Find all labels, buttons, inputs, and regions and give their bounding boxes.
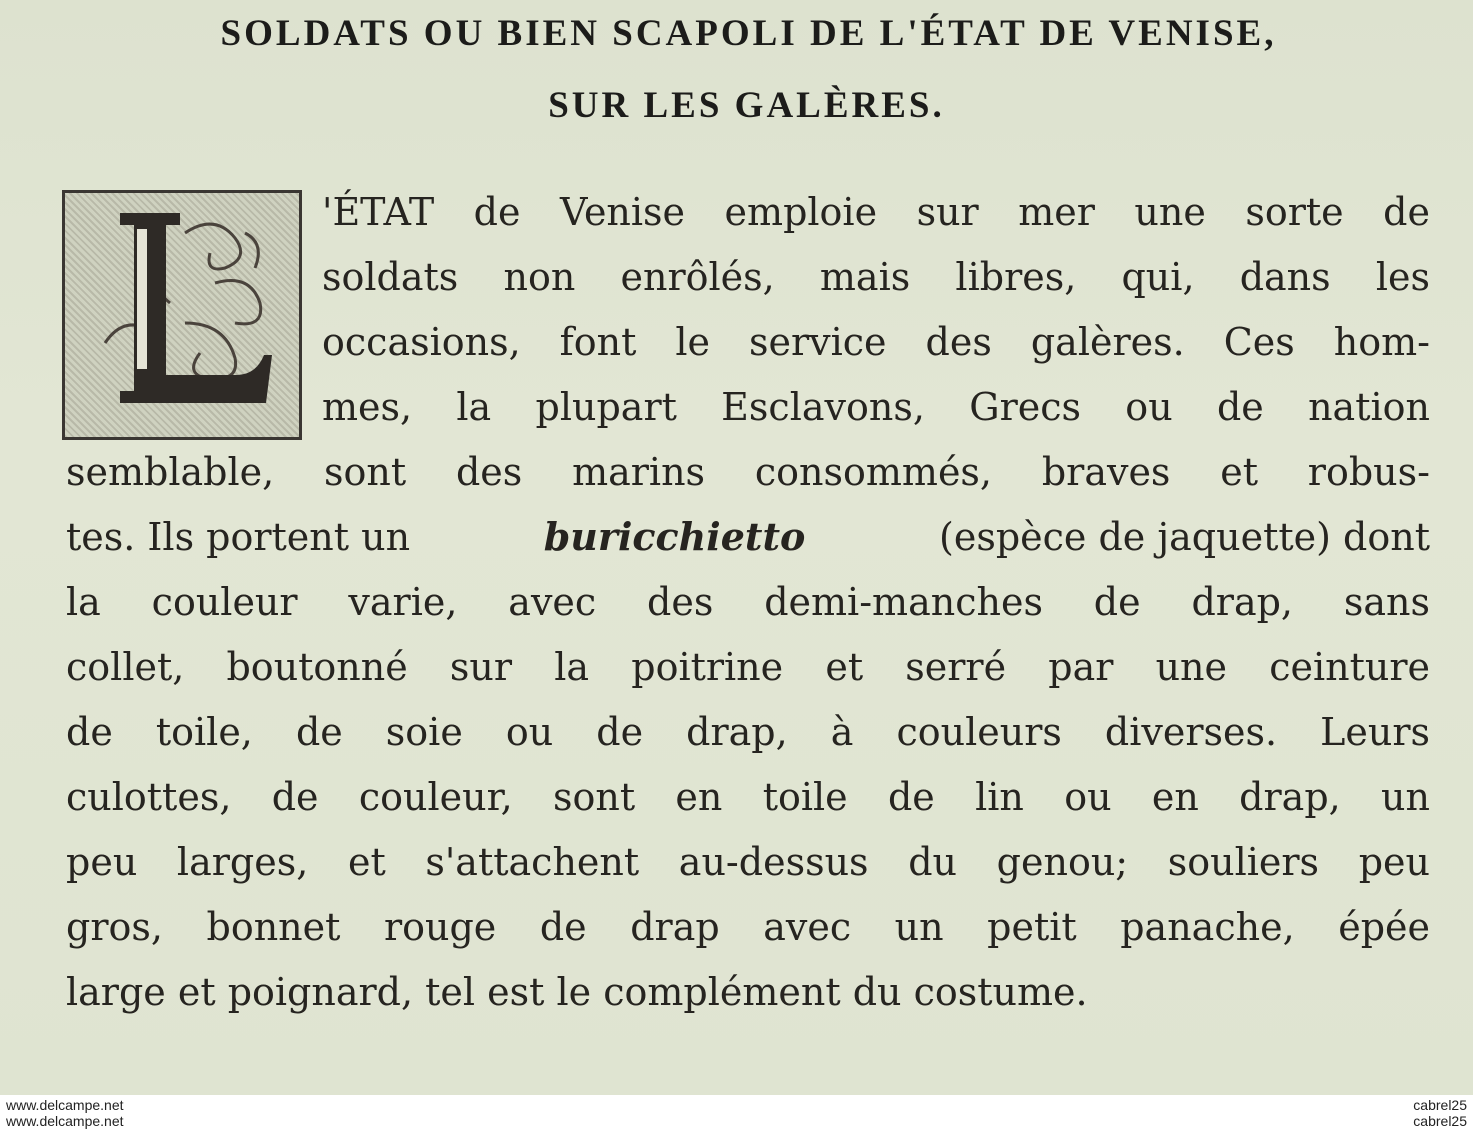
text-line-6-part-1: tes. Ils portent un [66, 515, 411, 559]
text-line-11: peu larges, et s'attachent au-dessus du genou; souliers peu [66, 840, 1430, 884]
page-title-line-2: SUR LES GALÈRES. [548, 85, 945, 126]
dropcap-letter: L [182, 223, 183, 224]
text-line-4: mes, la plupart Esclavons, Grecs ou de nation [322, 385, 1430, 429]
text-line-6 [66, 513, 1430, 561]
text-line-3: occasions, font le service des galères. Ces hom- [322, 320, 1430, 364]
text-line-12: gros, bonnet rouge de drap avec un petit panache, épée [66, 905, 1430, 949]
footer-left-url-2: www.delcampe.net [6, 1113, 124, 1129]
dropcap-ornament-icon [65, 193, 299, 437]
watermark-footer [0, 1095, 1473, 1132]
text-line-6-part-2: (espèce de jaquette) dont [939, 515, 1430, 559]
text-line-7: la couleur varie, avec des demi-manches de drap, sans [66, 580, 1430, 624]
text-line-5: semblable, sont des marins consommés, braves et robus- [66, 450, 1430, 494]
text-line-10: culottes, de couleur, sont en toile de lin ou en drap, un [66, 775, 1430, 819]
footer-right-user-2: cabrel25 [1413, 1113, 1467, 1129]
footer-left [6, 1097, 124, 1129]
text-line-9: de toile, de soie ou de drap, à couleurs diverses. Leurs [66, 710, 1430, 754]
text-line-2: soldats non enrôlés, mais libres, qui, dans les [322, 255, 1430, 299]
italic-term: buricchietto [543, 514, 806, 559]
footer-left-url-1: www.delcampe.net [6, 1097, 124, 1113]
text-line-13: large et poignard, tel est le complément du costume. [66, 970, 1088, 1014]
text-line-1: 'ÉTAT de Venise emploie sur mer une sorte de [322, 190, 1430, 234]
footer-right-user-1: cabrel25 [1413, 1097, 1467, 1113]
text-line-8: collet, boutonné sur la poitrine et serré par une ceinture [66, 645, 1430, 689]
footer-right [1413, 1097, 1467, 1129]
ornamental-dropcap [62, 190, 302, 440]
page-title-line-1: SOLDATS OU BIEN SCAPOLI DE L'ÉTAT DE VENISE, [220, 13, 1277, 54]
